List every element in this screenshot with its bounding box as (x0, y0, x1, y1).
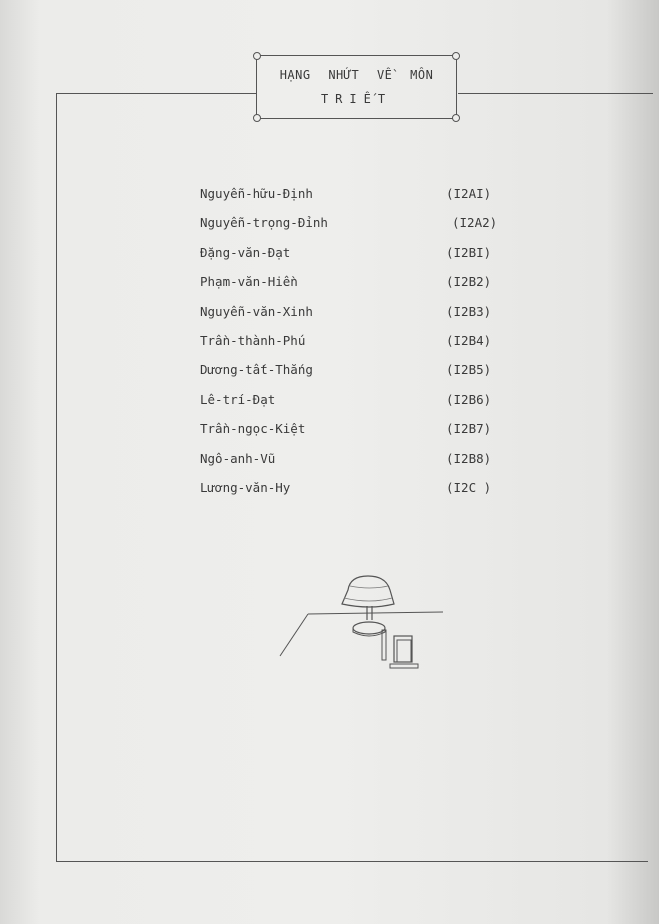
corner-ornament (452, 52, 460, 60)
corner-ornament (452, 114, 460, 122)
list-item (200, 421, 510, 450)
corner-ornament (253, 114, 261, 122)
student-name: Nguyễn-hữu-Định (200, 186, 313, 201)
student-name: Ngô-anh-Vũ (200, 450, 276, 466)
student-name: Nguyễn-văn-Xinh (200, 303, 313, 319)
student-name: Lê-trí-Đạt (200, 391, 276, 407)
class-code: (I2C ) (446, 479, 492, 495)
list-item (200, 304, 510, 333)
class-code: (I2B5) (446, 362, 492, 378)
student-name: Trần-ngọc-Kiệt (200, 421, 306, 437)
list-item (200, 392, 510, 421)
student-name: Trần-thành-Phú (200, 332, 306, 348)
list-item (200, 186, 510, 215)
student-name: Phạm-văn-Hiền (200, 274, 298, 290)
class-code: (I2B4) (446, 332, 492, 348)
desk-lamp-and-books-sketch-icon (278, 568, 448, 678)
title-box (256, 55, 457, 119)
list-item (200, 333, 510, 362)
list-item (200, 480, 510, 509)
class-code: (I2B2) (446, 274, 492, 290)
list-item (200, 215, 510, 244)
student-name: Nguyễn-trọng-Đỉnh (200, 215, 328, 231)
page-subtitle: TRIẾT (320, 92, 393, 106)
frame-border-top-left (56, 93, 256, 94)
student-name: Đặng-văn-Đạt (200, 244, 291, 260)
class-code: (I2B8) (446, 450, 492, 466)
class-code: (I2BI) (446, 244, 492, 260)
list-item (200, 245, 510, 274)
ranking-list (200, 186, 510, 509)
list-item (200, 274, 510, 303)
frame-border-bottom (56, 861, 648, 862)
list-item (200, 362, 510, 391)
class-code: (I2B6) (446, 391, 492, 407)
class-code: (I2AI) (446, 186, 492, 201)
student-name: Lương-văn-Hy (200, 479, 291, 495)
list-item (200, 451, 510, 480)
page-title: HẠNG NHỨT VỀ MÔN (279, 68, 434, 82)
corner-ornament (253, 52, 261, 60)
class-code: (I2B7) (446, 421, 492, 437)
frame-border-left (56, 93, 57, 861)
frame-border-top-right (458, 93, 653, 94)
class-code: (I2B3) (446, 303, 492, 319)
student-name: Dương-tất-Thắng (200, 362, 313, 378)
class-code: (I2A2) (452, 215, 498, 231)
